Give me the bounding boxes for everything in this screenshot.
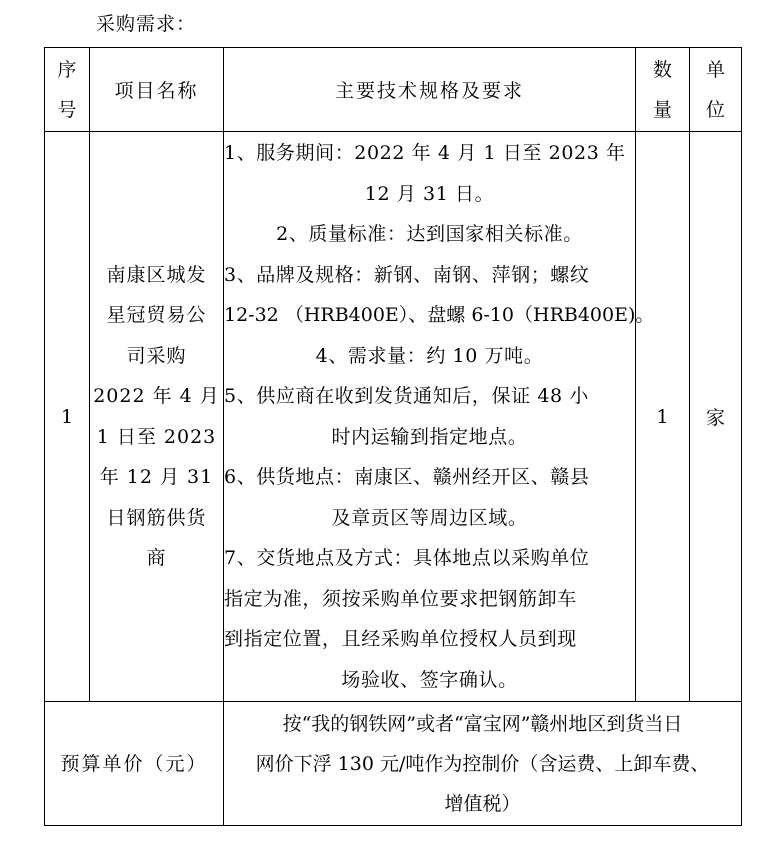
project-name-line: 日钢筋供货 [106, 506, 207, 529]
section-heading: 采购需求： [96, 13, 197, 35]
header-qty-line: 数 [652, 58, 672, 81]
header-unit-line: 单 [705, 58, 725, 81]
spec-line: 1、服务期间：2022 年 4 月 1 日至 2023 年 [224, 142, 626, 164]
header-seq-line: 序 [57, 58, 77, 81]
row-spec [224, 132, 655, 702]
budget-price-label: 预算单价（元） [45, 702, 224, 826]
spec-line: 时内运输到指定地点。 [331, 425, 528, 448]
project-name-line: 年 12 月 31 [99, 466, 214, 488]
budget-price-line: 网价下浮 130 元/吨作为控制价（含运费、上卸车费、 [255, 752, 710, 775]
table-header-row [45, 48, 742, 132]
row-unit: 家 [690, 132, 742, 702]
spec-line: 7、交货地点及方式：具体地点以采购单位 [224, 547, 590, 569]
row-seq: 1 [45, 132, 90, 702]
spec-line: 场验收、签字确认。 [341, 668, 518, 691]
header-spec: 主要技术规格及要求 [224, 48, 636, 132]
spec-line: 3、品牌及规格：新钢、南钢、萍钢；螺纹 [224, 263, 590, 286]
header-unit-line: 位 [705, 98, 725, 121]
project-name-line: 2022 年 4 月 [93, 385, 220, 407]
spec-line: 2、质量标准：达到国家相关标准。 [276, 223, 583, 245]
project-name-line: 司采购 [126, 344, 187, 367]
header-seq-line: 号 [57, 98, 77, 121]
budget-price-line: 按“我的钢铁网”或者“富宝网”赣州地区到货当日 [282, 712, 683, 735]
spec-line: 5、供应商在收到发货通知后，保证 48 小 [224, 385, 589, 407]
header-qty-line: 量 [652, 98, 672, 121]
header-name: 项目名称 [90, 48, 224, 132]
spec-line: 指定为准，须按采购单位要求把钢筋卸车 [224, 587, 577, 610]
project-name-line: 星冠贸易公 [106, 304, 207, 326]
spec-line: 12-32 （HRB400E）、盘螺 6-10（HRB400E)。 [224, 304, 655, 326]
budget-price-row [45, 702, 742, 826]
project-name-line: 1 日至 2023 [96, 425, 217, 448]
spec-line: 到指定位置，且经采购单位授权人员到现 [224, 628, 577, 650]
table-row [45, 132, 742, 702]
spec-line: 及章贡区等周边区域。 [331, 506, 528, 529]
header-qty [636, 48, 690, 132]
row-qty: 1 [636, 132, 690, 702]
spec-line: 6、供货地点：南康区、赣州经开区、赣县 [224, 466, 590, 488]
project-name-line: 商 [146, 547, 167, 569]
header-unit [690, 48, 742, 132]
row-project-name [90, 132, 224, 702]
spec-line: 4、需求量：约 10 万吨。 [315, 344, 544, 367]
budget-price-line: 增值税） [444, 792, 521, 815]
spec-line: 12 月 31 日。 [364, 182, 495, 205]
project-name-line: 南康区城发 [106, 263, 207, 286]
header-seq [45, 48, 90, 132]
budget-price-text [224, 702, 742, 826]
procurement-requirements-table [44, 47, 742, 826]
